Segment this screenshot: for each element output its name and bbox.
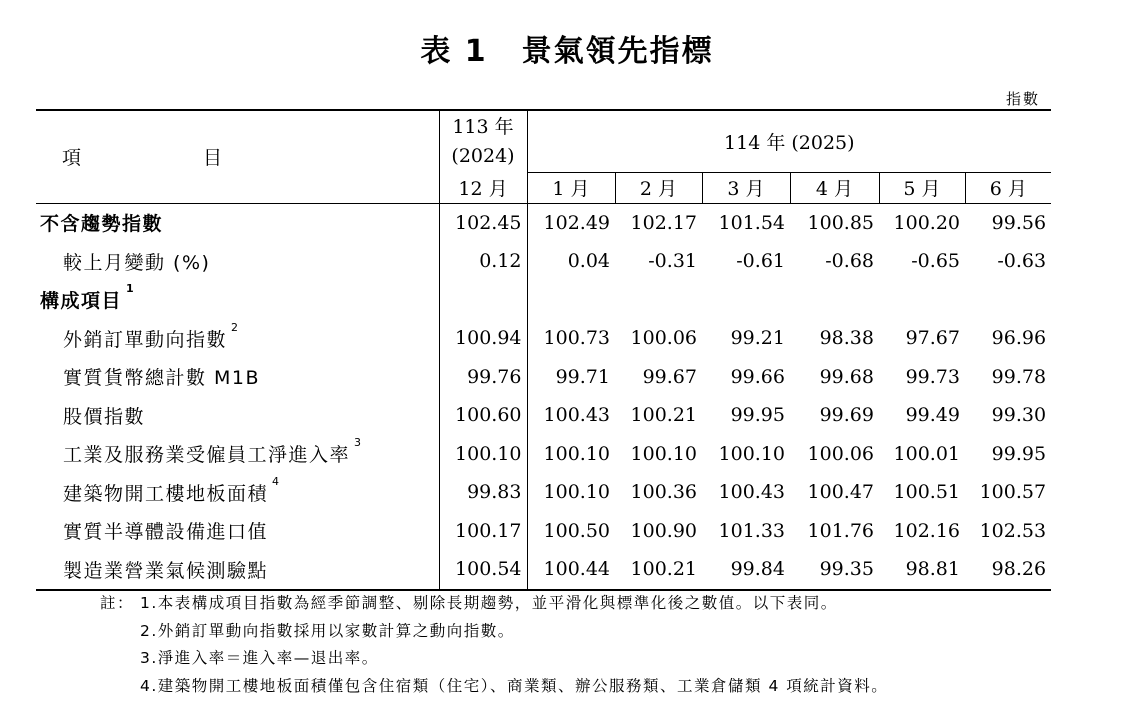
row-label: 股價指數	[63, 405, 146, 428]
table-row	[36, 473, 1051, 512]
value-cell	[439, 281, 527, 320]
row-label: 不含趨勢指數	[40, 213, 164, 236]
value-cell: 99.69	[819, 404, 874, 427]
value-cell	[879, 281, 965, 320]
value-cell: -0.68	[825, 250, 874, 273]
value-cell: 99.84	[702, 550, 790, 590]
year-114-header: 114 年 (2025)	[527, 110, 1051, 172]
value-cell: 100.17	[439, 512, 527, 551]
value-cell: 0.12	[439, 242, 527, 281]
page-title	[0, 26, 1134, 70]
month-header: 4 月	[790, 172, 879, 203]
item-header-a: 項	[62, 147, 82, 170]
value-cell: 99.21	[730, 327, 785, 350]
value-cell: 0.04	[567, 250, 610, 273]
month-header: 1 月	[527, 172, 615, 203]
value-cell: 100.90	[630, 519, 697, 542]
value-cell: 100.06	[807, 442, 874, 465]
value-cell: 99.76	[439, 358, 527, 397]
row-label: 製造業營業氣候測驗點	[36, 550, 439, 590]
item-header-b: 目	[203, 147, 223, 170]
value-cell: 100.10	[630, 442, 697, 465]
value-cell: 100.43	[543, 404, 610, 427]
row-label: 實質半導體設備進口值	[63, 521, 269, 544]
value-cell: 99.49	[905, 404, 960, 427]
table-row	[36, 242, 1051, 281]
value-cell: 99.56	[991, 211, 1047, 234]
value-cell: 100.43	[718, 481, 785, 504]
value-cell: 102.53	[979, 519, 1047, 542]
table-row	[36, 203, 1051, 242]
value-cell: 100.10	[543, 442, 610, 465]
table-row	[36, 435, 1051, 474]
month-header: 5 月	[879, 172, 965, 203]
value-cell: 99.95	[991, 442, 1047, 465]
value-cell: 102.16	[893, 519, 960, 542]
value-cell	[790, 281, 879, 320]
footnote-ref: 2	[231, 320, 240, 334]
value-cell: 100.51	[893, 481, 960, 504]
value-cell: 100.10	[543, 481, 610, 504]
value-cell: 100.85	[807, 211, 874, 234]
footnote: 註： 1.本表構成項目指數為經季節調整、剔除長期趨勢，並平滑化與標準化後之數值。以下表同。	[100, 591, 888, 619]
row-label: 實質貨幣總計數 M1B	[63, 367, 261, 390]
year-113-header	[439, 110, 527, 172]
row-label: 較上月變動 (%)	[63, 251, 211, 274]
unit-label: 指數	[1005, 90, 1040, 108]
month-header: 6 月	[965, 172, 1051, 203]
footnote-ref: 1	[126, 282, 136, 296]
value-cell: 96.96	[991, 327, 1047, 350]
value-cell: -0.31	[648, 250, 697, 273]
value-cell: 99.78	[991, 365, 1047, 388]
value-cell: -0.61	[736, 250, 785, 273]
footnote-ref: 4	[272, 474, 281, 488]
month-header: 2 月	[615, 172, 702, 203]
value-cell: -0.65	[911, 250, 960, 273]
footnotes	[100, 591, 888, 701]
value-cell: 100.94	[439, 319, 527, 358]
value-cell: 100.36	[630, 481, 697, 504]
row-label: 構成項目$^1$	[40, 282, 136, 313]
value-cell: 100.21	[615, 550, 702, 590]
month-header: 3 月	[702, 172, 790, 203]
value-cell	[527, 281, 615, 320]
table-row	[36, 550, 1051, 590]
value-cell: 100.54	[439, 550, 527, 590]
value-cell: 98.26	[965, 550, 1051, 590]
value-cell: 102.49	[543, 211, 610, 234]
table-row	[36, 512, 1051, 551]
value-cell	[965, 281, 1051, 320]
value-cell: 98.81	[879, 550, 965, 590]
value-cell: 99.71	[555, 365, 610, 388]
item-header	[36, 110, 439, 203]
footnote: 2.外銷訂單動向指數採用以家數計算之動向指數。	[140, 621, 515, 640]
table-row	[36, 358, 1051, 397]
row-label: 外銷訂單動向指數$^2$	[63, 320, 240, 351]
value-cell: 100.06	[630, 327, 697, 350]
value-cell: 100.44	[527, 550, 615, 590]
value-cell: 99.73	[905, 365, 960, 388]
footnote: 3.淨進入率＝進入率—退出率。	[140, 649, 379, 667]
value-cell: 99.68	[819, 365, 874, 388]
footnote: 4.建築物開工樓地板面積僅包含住宿類（住宅）、商業類、辦公服務類、工業倉儲類 4 項統計資料。	[140, 676, 889, 695]
value-cell: 100.73	[543, 327, 610, 350]
value-cell: 100.10	[718, 442, 785, 465]
value-cell: 100.01	[893, 442, 960, 465]
value-cell	[702, 281, 790, 320]
table-title: 景氣領先指標	[521, 34, 714, 69]
value-cell	[615, 281, 702, 320]
footnote-ref: 3	[354, 436, 363, 450]
value-cell: 101.33	[718, 519, 785, 542]
value-cell: 99.67	[642, 365, 697, 388]
value-cell: 100.10	[439, 435, 527, 474]
footnote-prefix: 註：	[100, 594, 135, 612]
value-cell: 100.21	[630, 404, 697, 427]
year-2024-label: (2024)	[451, 144, 515, 167]
table-number: 表 1	[420, 34, 488, 69]
value-cell: 100.60	[439, 396, 527, 435]
value-cell: 102.45	[439, 203, 527, 242]
value-cell: 99.66	[730, 365, 785, 388]
value-cell: 101.76	[807, 519, 874, 542]
table-row	[36, 319, 1051, 358]
value-cell: 101.54	[718, 211, 785, 234]
leading-indicators-table	[36, 109, 1051, 591]
value-cell: 97.67	[905, 327, 960, 350]
table-row	[36, 281, 1051, 320]
year-113-label: 113 年	[452, 115, 514, 138]
row-label: 建築物開工樓地板面積$^4$	[63, 474, 281, 505]
value-cell: 99.35	[790, 550, 879, 590]
row-label: 工業及服務業受僱員工淨進入率$^3$	[63, 436, 363, 467]
value-cell: 99.83	[439, 473, 527, 512]
value-cell: 100.57	[979, 481, 1047, 504]
value-cell: 99.95	[730, 404, 785, 427]
value-cell: 100.47	[807, 481, 874, 504]
value-cell: 102.17	[630, 211, 697, 234]
value-cell: 100.20	[893, 211, 960, 234]
value-cell: 100.50	[543, 519, 610, 542]
table-row	[36, 396, 1051, 435]
month-header: 12 月	[439, 172, 527, 203]
value-cell: 99.30	[991, 404, 1047, 427]
value-cell: -0.63	[997, 250, 1047, 273]
value-cell: 98.38	[819, 327, 874, 350]
